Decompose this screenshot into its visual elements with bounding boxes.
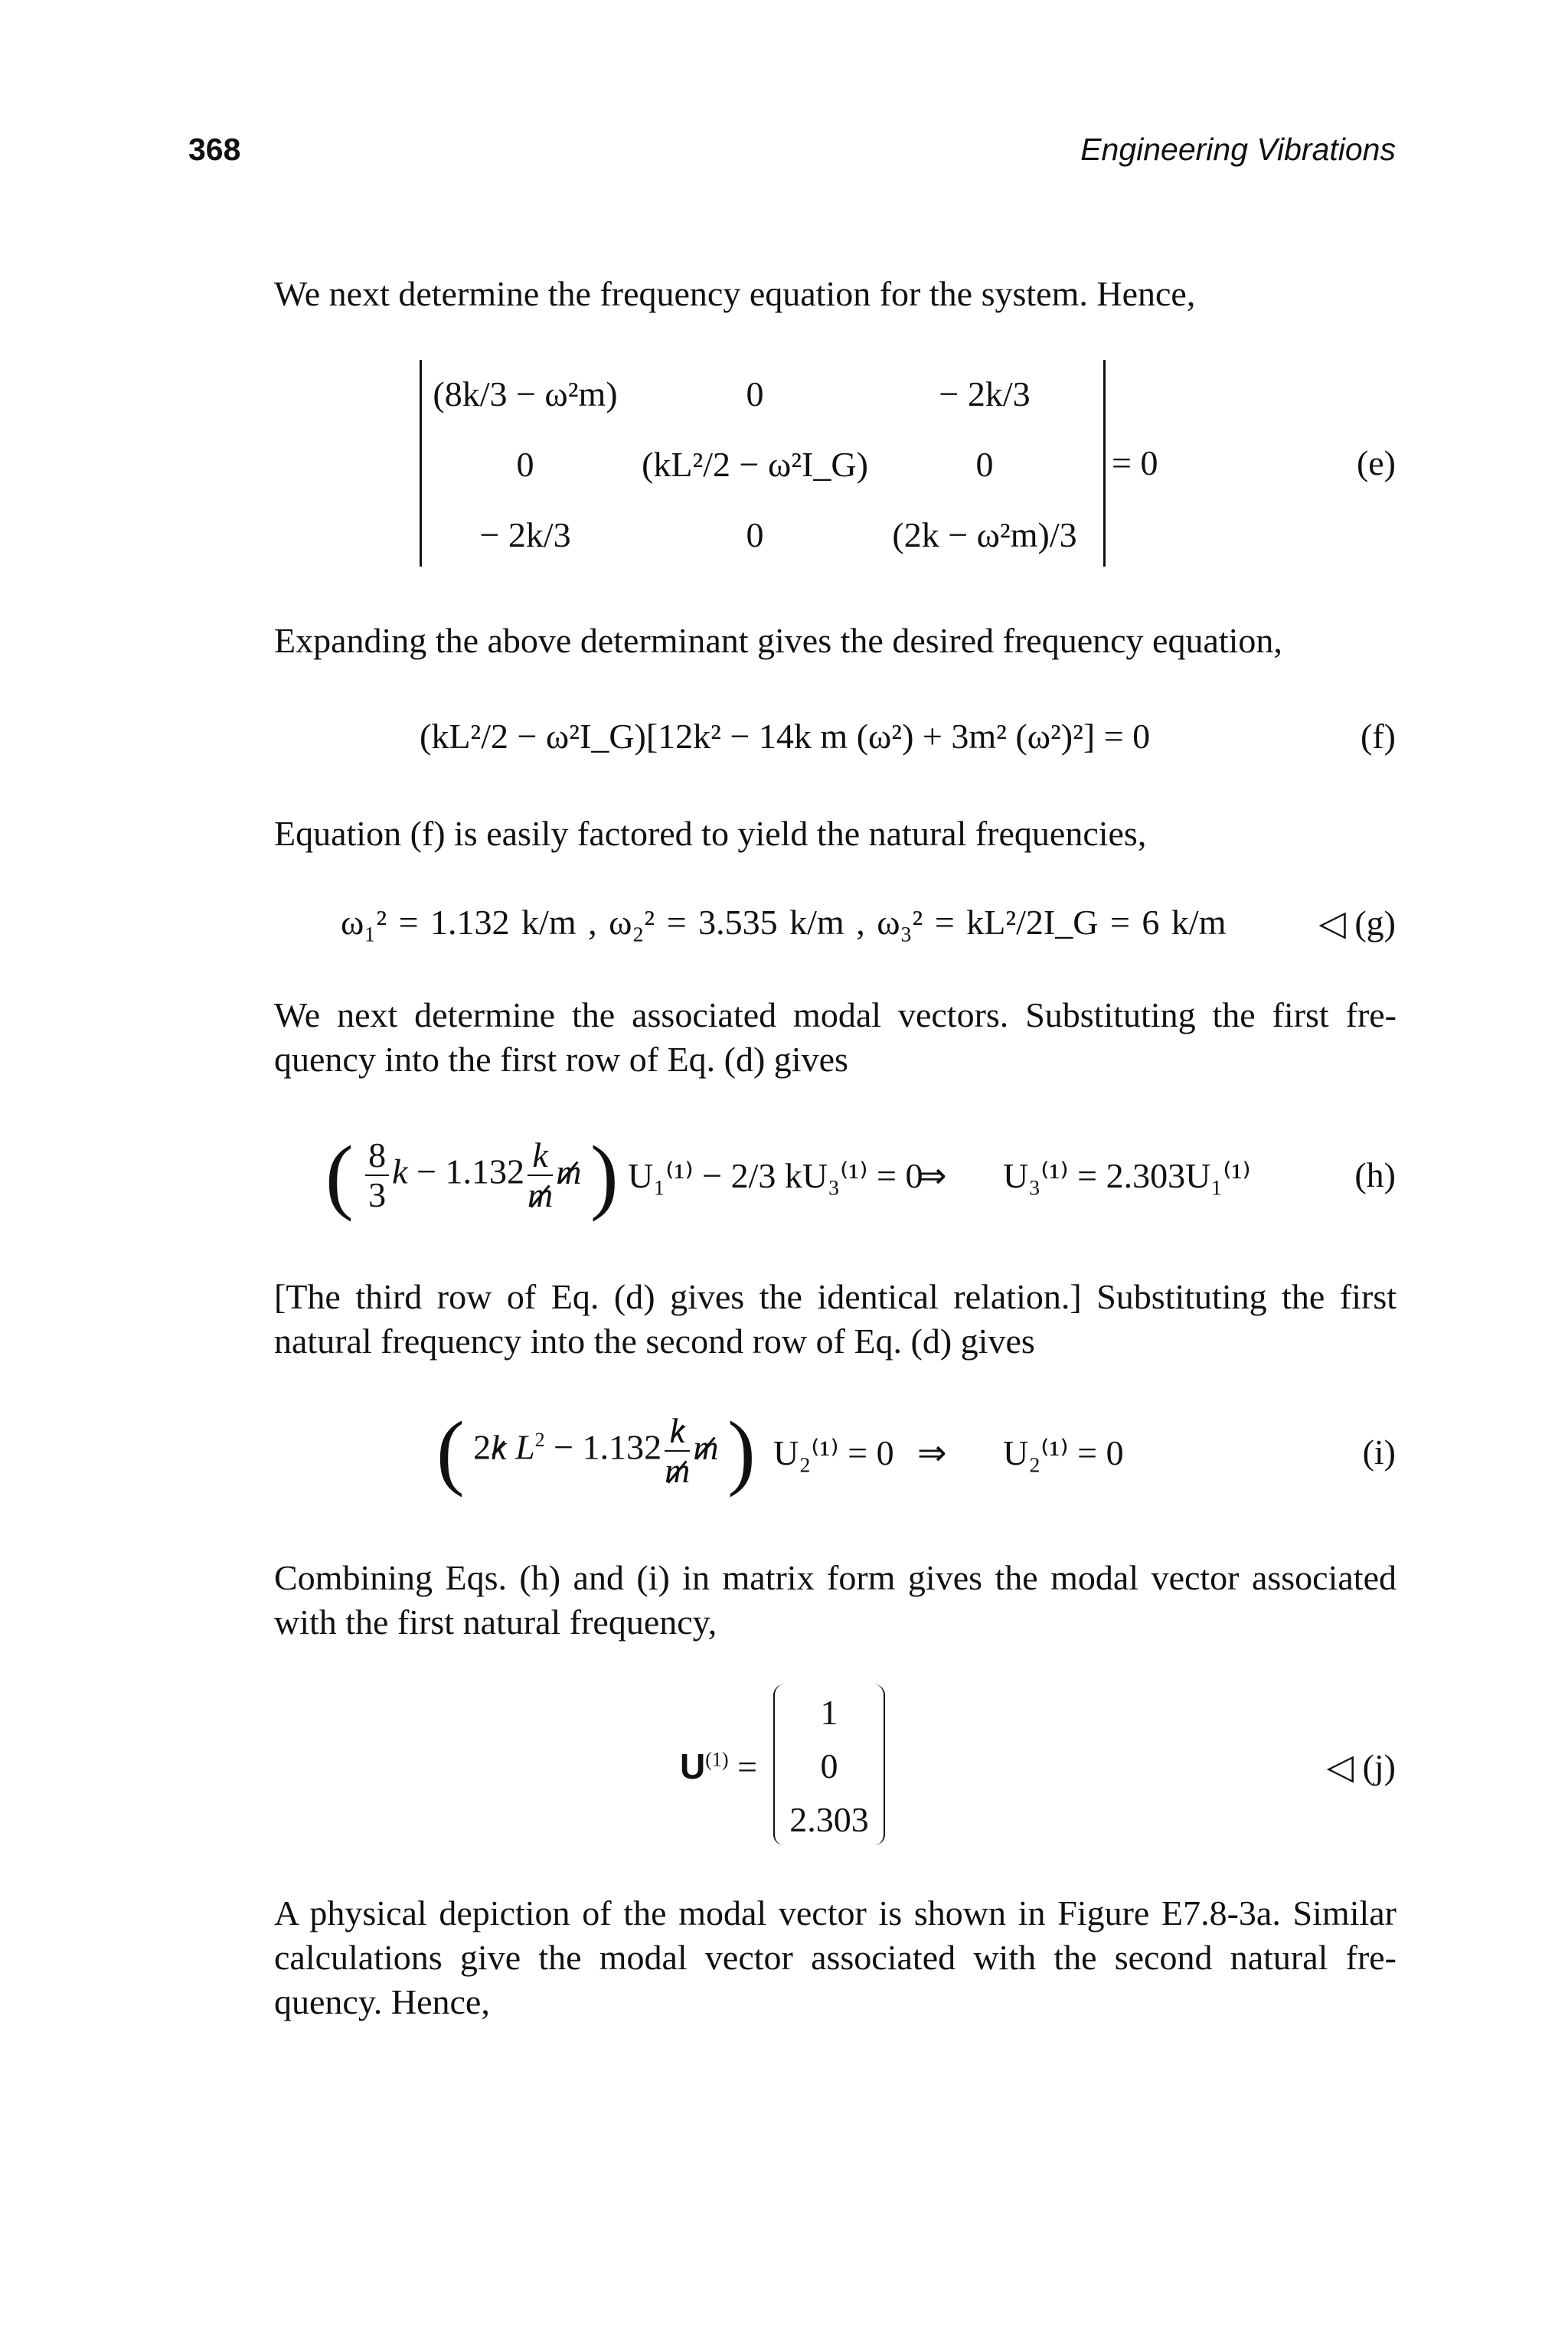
implies-arrow: ⇒	[917, 1156, 947, 1195]
paragraph-7	[274, 1891, 1396, 2024]
paragraph-6	[274, 1556, 1396, 1645]
paren-close: )	[590, 1129, 619, 1222]
equation-i: ( 2k $L^2 - 1.132$ $\frac{k}{m}$ m )	[436, 1404, 756, 1498]
paragraph-line: A physical depiction of the modal vector is shown in Figure E7.8-3a. Similar	[274, 1893, 1396, 1933]
paragraph-line: calculations give the modal vector associated with the second natural fre-	[274, 1938, 1396, 1977]
paragraph-line: We next determine the associated modal vectors. Substituting the first fre-	[274, 995, 1396, 1034]
paragraph-line: We next determine the frequency equation for the system. Hence,	[274, 274, 1196, 313]
paragraph-line: Expanding the above determinant gives the desired frequency equation,	[274, 621, 1282, 660]
equation-i-mid: U₂⁽¹⁾ = 0	[773, 1433, 894, 1472]
vector-entry: 0	[820, 1746, 838, 1785]
paragraph-line: Equation (f) is easily factored to yield the natural frequencies,	[274, 814, 1147, 853]
matrix-cell: 0	[746, 515, 764, 554]
fraction: $\frac{8}{3}$	[365, 1136, 389, 1214]
equation-label-g: ◁ (g)	[1318, 903, 1396, 943]
paragraph-line: quency into the first row of Eq. (d) gives	[274, 1040, 848, 1079]
equation-label-h: (h)	[1354, 1155, 1396, 1194]
paragraph-3	[274, 812, 1396, 856]
page-number: 368	[188, 132, 241, 167]
determinant-matrix	[420, 360, 1106, 567]
equation-h-result: U₃⁽¹⁾ = 2.303U₁⁽¹⁾	[1003, 1156, 1251, 1195]
equation-rhs: = 0	[1112, 443, 1158, 482]
vector-entry: 1	[820, 1693, 838, 1732]
paragraph-4	[274, 993, 1396, 1082]
paragraph-line: Combining Eqs. (h) and (i) in matrix form gives the modal vector associated	[274, 1558, 1396, 1597]
vector-entry: 2.303	[789, 1800, 869, 1839]
equation-h-mid: U₁⁽¹⁾ − 2/3 kU₃⁽¹⁾ = 0	[628, 1156, 923, 1195]
fraction: $\frac{k}{m}$	[528, 1135, 554, 1214]
matrix-cell: 0	[746, 374, 764, 413]
fraction: $\frac{k}{m}$	[665, 1411, 691, 1490]
paragraph-line: natural frequency into the second row of Eq. (d) gives	[274, 1322, 1035, 1361]
matrix-cell: (2k − ω²m)/3	[892, 515, 1077, 554]
matrix-cell: (kL²/2 − ω²I_G)	[642, 445, 868, 484]
modal-vector-lhs: $U^{(1)}$ =	[680, 1746, 758, 1786]
equation-h: ( $\frac{8}{3}$ k − 1.132 $\frac{k}{m}$ m )	[325, 1129, 619, 1222]
equation-label-j: ◁ (j)	[1326, 1747, 1396, 1786]
paragraph-1	[274, 272, 1396, 316]
paren-open: (	[325, 1129, 354, 1222]
equation-g: ω₁² = 1.132 k/m , ω₂² = 3.535 k/m , ω₃² = kL²/2I_G = 6 k/m	[341, 903, 1227, 942]
paren-close: )	[727, 1404, 756, 1498]
paragraph-2	[274, 619, 1396, 663]
paragraph-line: quency. Hence,	[274, 1982, 490, 2021]
paragraph-line: with the first natural frequency,	[274, 1603, 717, 1642]
matrix-cell: 0	[516, 445, 534, 484]
equation-f: (kL²/2 − ω²I_G)[12k² − 14k m (ω²) + 3m² (ω²)²] = 0	[420, 717, 1151, 756]
equation-i-result: U₂⁽¹⁾ = 0	[1003, 1433, 1124, 1472]
matrix-cell: − 2k/3	[939, 374, 1031, 413]
matrix-cell: 0	[975, 445, 994, 484]
modal-vector	[773, 1684, 885, 1845]
paren-open: (	[436, 1404, 465, 1498]
paragraph-5	[274, 1275, 1396, 1364]
matrix-cell: (8k/3 − ω²m)	[433, 374, 618, 413]
paragraph-line: [The third row of Eq. (d) gives the identical relation.] Substituting the first	[274, 1277, 1396, 1316]
equation-label-i: (i)	[1362, 1433, 1396, 1472]
implies-arrow: ⇒	[917, 1433, 947, 1472]
running-title: Engineering Vibrations	[1080, 132, 1396, 167]
equation-label-f: (f)	[1361, 717, 1396, 756]
equation-label-e: (e)	[1356, 443, 1396, 482]
matrix-cell: − 2k/3	[479, 515, 571, 554]
